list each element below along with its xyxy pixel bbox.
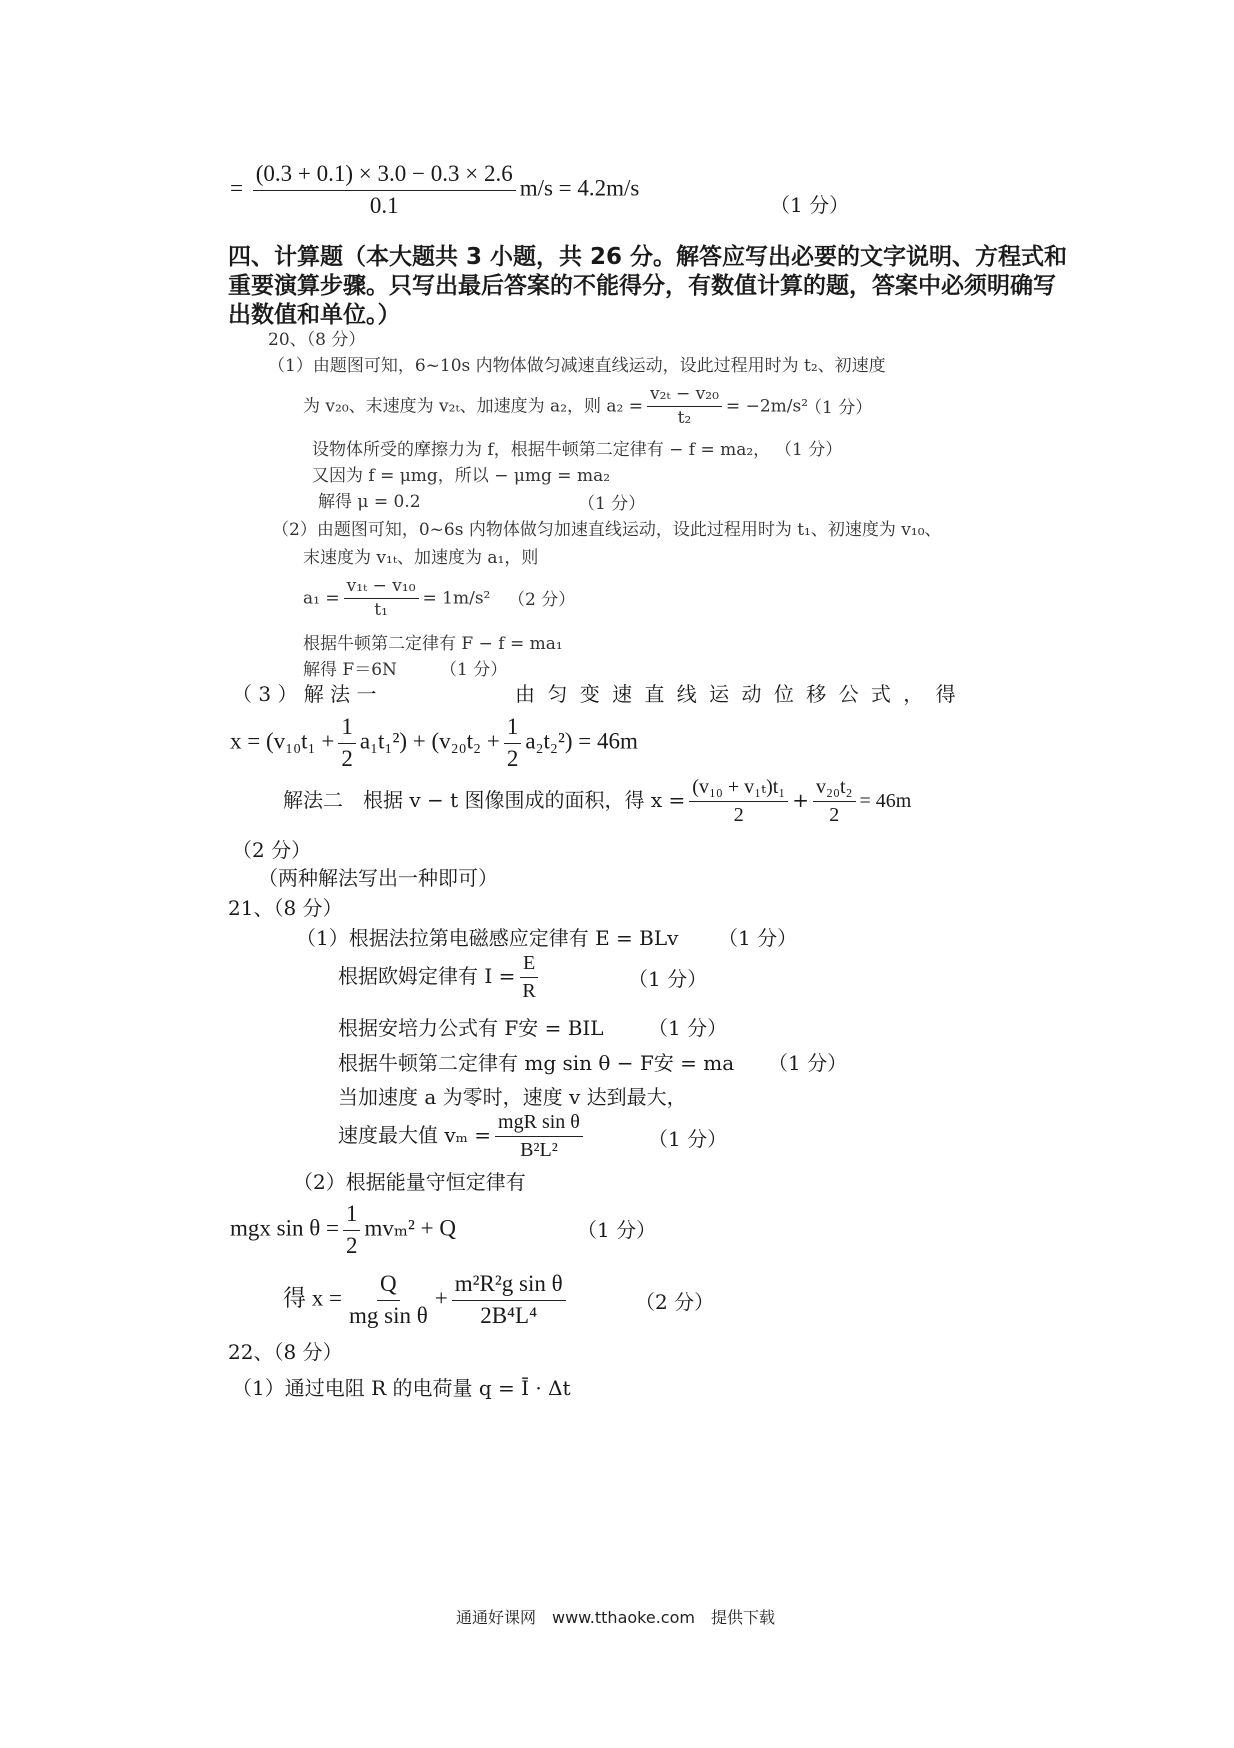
q21-x-label: 得 x = bbox=[283, 1285, 342, 1311]
q20-area-frac-2 bbox=[813, 775, 855, 828]
q20-line-5-score: （1 分） bbox=[578, 494, 646, 514]
q20-a1-numerator: v₁ₜ − v₁₀ bbox=[344, 576, 419, 599]
q21-line-4-score: （1 分） bbox=[768, 1051, 848, 1075]
q20-area-plus: + bbox=[792, 788, 810, 812]
calc-denominator: 0.1 bbox=[369, 192, 399, 218]
q20-line-6: （2）由题图可知，0~6s 内物体做匀加速直线运动，设此过程用时为 t₁、初速度为 v₁₀、 bbox=[272, 520, 942, 540]
q20-half-1-den: 2 bbox=[341, 745, 353, 771]
q20-a1-denominator: t₁ bbox=[374, 600, 388, 621]
q22-heading: 22、（8 分） bbox=[228, 1340, 343, 1364]
q21-heading: 21、（8 分） bbox=[228, 896, 343, 920]
q21-x-frac-2-den: 2B⁴L⁴ bbox=[480, 1302, 538, 1328]
calc-prefix: = bbox=[230, 175, 249, 201]
q20-line-13 bbox=[283, 775, 911, 828]
q21-vmax-den: B²L² bbox=[520, 1139, 558, 1161]
q20-line-12 bbox=[230, 713, 638, 774]
q20-line-11: （ 3 ） 解 法 一 bbox=[232, 682, 377, 706]
section-title-line-1: 四、计算题（本大题共 3 小题，共 26 分。解答应写出必要的文字说明、方程式和 bbox=[228, 244, 1068, 270]
q20-line-3: 设物体所受的摩擦力为 f，根据牛顿第二定律有 − f = ma₂， bbox=[312, 440, 771, 460]
q20-area-result: = 46m bbox=[859, 790, 912, 812]
q20-area-frac-1 bbox=[689, 775, 788, 828]
q20-line-1: （1）由题图可知，6~10s 内物体做匀减速直线运动，设此过程用时为 t₂、初速度 bbox=[268, 356, 886, 376]
q20-half-2-num: 1 bbox=[504, 713, 522, 744]
calc-line bbox=[230, 160, 639, 221]
q21-x-frac-1-num: Q bbox=[377, 1270, 400, 1301]
q21-ohm-fraction bbox=[519, 951, 538, 1004]
q20-a2-fraction bbox=[647, 384, 722, 430]
q21-line-9 bbox=[283, 1270, 570, 1331]
q21-energy-half bbox=[343, 1200, 361, 1261]
q20-line-2-text: 为 v₂₀、末速度为 v₂ₜ、加速度为 a₂，则 a₂ = bbox=[303, 396, 644, 417]
q20-a1-label: a₁ = bbox=[303, 588, 340, 609]
q21-x-frac-1 bbox=[346, 1270, 431, 1331]
calc-numerator: (0.3 + 0.1) × 3.0 − 0.3 × 2.6 bbox=[253, 160, 516, 191]
q20-a1-value: = 1m/s² bbox=[422, 588, 491, 609]
q21-x-frac-1-den: mg sin θ bbox=[348, 1302, 428, 1328]
q21-energy-lhs: mgx sin θ = bbox=[230, 1215, 339, 1241]
q20-half-1 bbox=[338, 713, 356, 774]
q20-line-9: 根据牛顿第二定律有 F − f = ma₁ bbox=[303, 634, 563, 654]
q20-line-2 bbox=[303, 384, 808, 430]
q22-line-1: （1）通过电阻 R 的电荷量 q = Ī · Δt bbox=[232, 1376, 571, 1400]
q21-line-8 bbox=[230, 1200, 456, 1261]
q20-a2-numerator: v₂ₜ − v₂₀ bbox=[647, 384, 722, 407]
q20-line-8 bbox=[303, 576, 490, 622]
q21-line-5: 当加速度 a 为零时，速度 v 达到最大， bbox=[338, 1085, 687, 1109]
q20-half-2-den: 2 bbox=[506, 745, 519, 771]
q20-method2-text: 解法二 根据 v − t 图像围成的面积，得 x = bbox=[283, 788, 686, 812]
q20-x-expr-b: a₁t₁²) + (v₂₀t₂ + bbox=[359, 728, 500, 754]
q20-line-5: 解得 μ = 0.2 bbox=[318, 492, 421, 512]
q20-x-expr-c: a₂t₂²) = 46m bbox=[525, 728, 638, 754]
q21-line-7: （2）根据能量守恒定律有 bbox=[293, 1170, 526, 1194]
q20-line-2-score: （1 分） bbox=[805, 398, 873, 418]
q20-a1-fraction bbox=[344, 576, 419, 622]
q21-line-6-score: （1 分） bbox=[648, 1127, 728, 1151]
q20-area-frac-1-den: 2 bbox=[733, 804, 744, 826]
section-title-line-2: 重要演算步骤。只写出最后答案的不能得分，有数值计算的题，答案中必须明确写 bbox=[228, 273, 1056, 299]
q21-line-4: 根据牛顿第二定律有 mg sin θ − F安 = ma bbox=[338, 1051, 735, 1075]
q21-line-1-score: （1 分） bbox=[718, 926, 798, 950]
q21-vmax-num: mgR sin θ bbox=[495, 1110, 583, 1137]
page-footer: 通通好课网 www.tthaoke.com 提供下载 bbox=[456, 1608, 775, 1627]
q20-x-expr-a: x = (v₁₀t₁ + bbox=[230, 728, 335, 754]
q20-line-15: （两种解法写出一种即可） bbox=[258, 866, 498, 890]
q20-a2-value: = −2m/s² bbox=[725, 396, 809, 417]
q20-line-14: （2 分） bbox=[232, 838, 312, 862]
section-title-line-3: 出数值和单位。） bbox=[228, 302, 401, 328]
q21-energy-half-den: 2 bbox=[345, 1232, 358, 1258]
q20-a2-denominator: t₂ bbox=[677, 408, 692, 429]
calc-score: （1 分） bbox=[770, 193, 850, 217]
q21-line-9-score: （2 分） bbox=[635, 1290, 715, 1314]
q21-x-frac-2-num: m²R²g sin θ bbox=[452, 1270, 566, 1301]
q21-line-2 bbox=[338, 951, 543, 1004]
q21-line-3-score: （1 分） bbox=[648, 1016, 728, 1040]
q20-area-frac-2-den: 2 bbox=[829, 804, 840, 826]
q20-line-8-score: （2 分） bbox=[508, 590, 576, 610]
q21-ohm-den: R bbox=[522, 980, 536, 1002]
q20-line-10-score: （1 分） bbox=[440, 660, 508, 680]
q20-area-frac-2-num: v₂₀t₂ bbox=[813, 775, 855, 802]
q20-line-11-method: 由 匀 变 速 直 线 运 动 位 移 公 式 ， 得 bbox=[515, 682, 959, 706]
q21-line-8-score: （1 分） bbox=[577, 1218, 657, 1242]
q21-energy-rhs: mvₘ² + Q bbox=[364, 1215, 456, 1241]
q21-x-frac-2 bbox=[452, 1270, 566, 1331]
q20-half-1-num: 1 bbox=[338, 713, 356, 744]
q21-vmax-fraction bbox=[495, 1110, 583, 1163]
q21-energy-half-num: 1 bbox=[343, 1200, 361, 1231]
q20-half-2 bbox=[504, 713, 522, 774]
calc-result: m/s = 4.2m/s bbox=[519, 175, 640, 201]
q21-line-6 bbox=[338, 1110, 587, 1163]
calc-fraction bbox=[253, 160, 516, 221]
q20-line-4: 又因为 f = μmg，所以 − μmg = ma₂ bbox=[312, 466, 611, 486]
q20-line-10: 解得 F＝6N bbox=[303, 660, 397, 680]
q20-area-frac-1-num: (v₁₀ + v₁ₜ)t₁ bbox=[689, 775, 788, 802]
q21-line-3: 根据安培力公式有 F安 = BIL bbox=[338, 1016, 604, 1040]
q20-line-7: 末速度为 v₁ₜ、加速度为 a₁，则 bbox=[303, 548, 539, 568]
q21-x-plus: + bbox=[434, 1285, 448, 1311]
q20-line-3-score: （1 分） bbox=[775, 440, 843, 460]
q20-heading: 20、（8 分） bbox=[268, 330, 366, 350]
q21-vmax-text: 速度最大值 vₘ = bbox=[338, 1123, 492, 1147]
q21-line-2-score: （1 分） bbox=[628, 967, 708, 991]
q21-ohm-num: E bbox=[520, 951, 538, 978]
q21-ohm-text: 根据欧姆定律有 I = bbox=[338, 964, 516, 988]
q21-line-1: （1）根据法拉第电磁感应定律有 E = BLv bbox=[296, 926, 679, 950]
